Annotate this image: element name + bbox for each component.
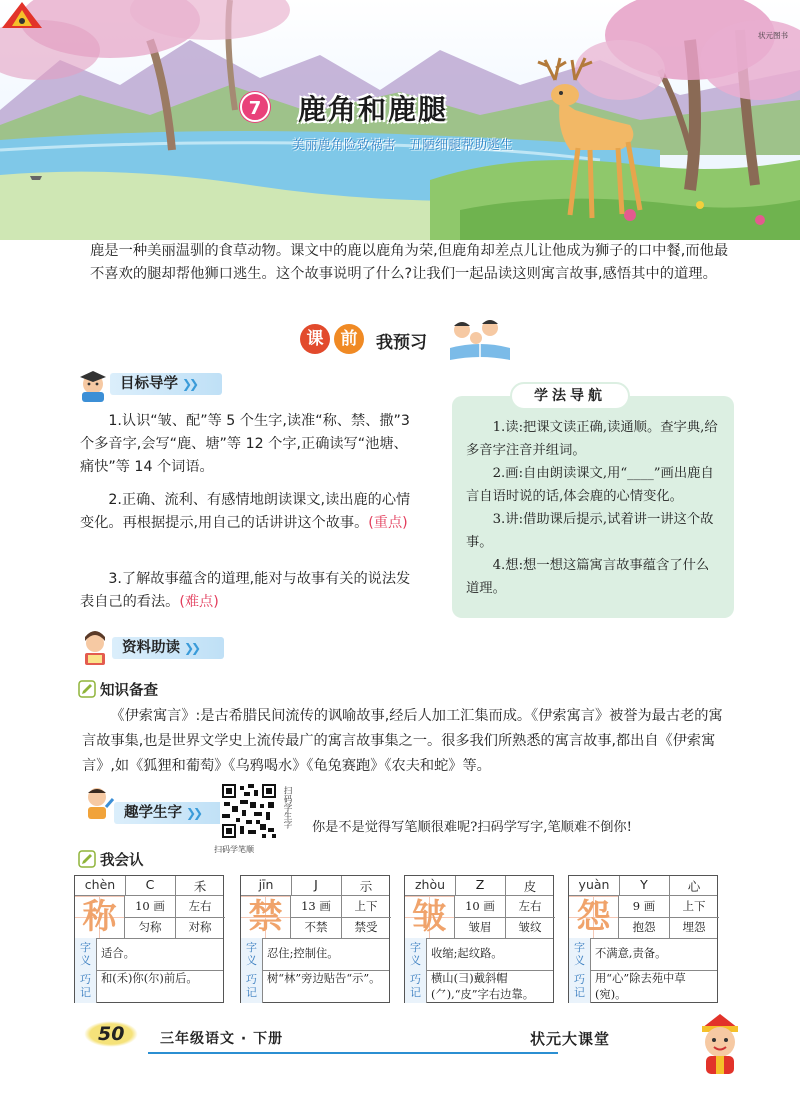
recognize-label: 我会认 — [100, 853, 144, 869]
char-tip: 横山(彐)戴斜帽(⺈),“皮”字右边靠。 — [431, 972, 535, 1001]
knowledge-label: 知识备查 — [100, 683, 158, 699]
char-meaning-label: 字义 — [75, 938, 97, 970]
char-tip-label: 巧记 — [569, 970, 591, 1003]
char-card-header — [241, 876, 389, 896]
char-index-letter: Y — [640, 877, 648, 892]
char-card — [240, 875, 390, 1003]
char-meaning: 收缩;起纹路。 — [431, 947, 503, 960]
graduate-boy-icon — [76, 368, 110, 402]
goal-item-1-text: 1.认识“皱、配”等 5 个生字,读准“称、禁、撒”3 个多音字,会写“鹿、塘”等 12 个字,正确读写“池塘、痛快”等 14 个词语。 — [80, 413, 410, 475]
char-strokes: 13 画 — [301, 899, 331, 913]
char-big: 禁 — [241, 896, 291, 938]
char-tip: 用“心”除去苑中草(宛)。 — [595, 972, 686, 1001]
method-guide-title: 学法导航 — [510, 382, 630, 410]
char-pinyin: jīn — [258, 877, 274, 892]
char-meaning-label: 字义 — [405, 938, 427, 970]
goals-heading-text: 目标导学 — [120, 376, 178, 392]
goal-item-3-text: 3.了解故事蕴含的道理,能对与故事有关的说法发表自己的看法。 — [80, 571, 411, 610]
preview-char-qian: 前 — [334, 324, 364, 354]
publisher-logo-icon — [0, 0, 44, 30]
lesson-subtitle: 美丽鹿角险致祸害 丑陋细腿帮助逃生 — [292, 137, 514, 152]
char-tip-label: 巧记 — [75, 970, 97, 1003]
char-word-1: 不禁 — [304, 920, 328, 934]
method-item-4: 4.想:想一想这篇寓言故事蕴含了什么道理。 — [466, 558, 710, 596]
mascot-icon — [690, 1010, 750, 1076]
char-word-2: 埋怨 — [682, 920, 706, 934]
grade-label: 三年级语文 · 下册 — [160, 1031, 284, 1047]
char-structure: 左右 — [188, 899, 212, 913]
goal-item-3 — [80, 568, 420, 614]
char-meaning-label: 字义 — [241, 938, 263, 970]
char-word-1: 抱怨 — [632, 920, 656, 934]
char-radical: 示 — [359, 879, 373, 894]
goal-item-1 — [80, 410, 420, 479]
series-label: 状元大课堂 — [530, 1030, 611, 1048]
footer-divider — [148, 1052, 558, 1054]
char-card-header — [405, 876, 553, 896]
char-meaning: 忍住;控制住。 — [267, 947, 339, 960]
page-number: 50 — [84, 1021, 138, 1047]
method-item-1: 1.读:把课文读正确,读通顺。查字典,给多音字注音并组词。 — [466, 420, 718, 458]
char-pinyin: zhòu — [414, 877, 446, 892]
char-strokes: 9 画 — [632, 899, 656, 913]
preview-char-ke: 课 — [300, 324, 330, 354]
char-word-1: 皱眉 — [468, 920, 492, 934]
qr-caption: 扫码学笔顺 — [214, 845, 254, 854]
method-guide-box — [452, 388, 734, 618]
reading-heading — [112, 637, 224, 659]
method-item-3: 3.讲:借助课后提示,试着讲一讲这个故事。 — [466, 512, 714, 550]
char-structure: 左右 — [518, 899, 542, 913]
char-pinyin: chèn — [84, 877, 116, 892]
char-index-letter: Z — [475, 877, 485, 892]
goal-item-2 — [80, 489, 420, 535]
char-big: 皱 — [405, 896, 455, 938]
char-meaning-label: 字义 — [569, 938, 591, 970]
reading-girl-icon — [78, 631, 112, 667]
char-card — [74, 875, 224, 1003]
char-card — [404, 875, 554, 1003]
lesson-intro: 鹿是一种美丽温驯的食草动物。课文中的鹿以鹿角为荣,但鹿角却差点儿让他成为狮子的口中餐,而他最不喜欢的腿却帮他狮口逃生。这个故事说明了什么?让我们一起品读这则寓言故事,感悟其中的道理。 — [90, 243, 729, 282]
page-footer — [60, 1018, 740, 1058]
char-radical: 禾 — [193, 879, 207, 894]
char-word-2: 禁受 — [354, 920, 378, 934]
pencil-icon — [78, 850, 96, 868]
fun-chars-heading — [114, 802, 226, 824]
char-structure: 上下 — [354, 899, 378, 913]
char-card-header — [75, 876, 223, 896]
char-strokes: 10 画 — [135, 899, 165, 913]
goal-item-2-text: 2.正确、流利、有感情地朗读课文,读出鹿的心情变化。再根据提示,用自己的话讲讲这个故事。 — [80, 492, 411, 531]
lesson-number-badge: 7 — [240, 92, 270, 122]
method-item-2: 2.画:自由朗读课文,用“____”画出鹿自言自语时说的话,体会鹿的心情变化。 — [466, 466, 714, 504]
publisher-logo-text: 状元图书 — [758, 31, 788, 40]
char-tip: 和(禾)你(尔)前后。 — [101, 972, 198, 985]
double-chevron-icon: ❯❯ — [182, 377, 197, 391]
goals-heading — [110, 373, 222, 395]
goal-item-3-tag: (难点) — [179, 594, 219, 610]
lesson-title: 鹿角和鹿腿 — [298, 93, 449, 126]
double-chevron-icon: ❯❯ — [184, 641, 199, 655]
char-index-letter: C — [145, 877, 155, 892]
goal-item-2-tag: (重点) — [368, 515, 408, 531]
fun-chars-prompt: 你是不是觉得写笔顺很难呢?扫码学写字,笔顺难不倒你! — [312, 820, 632, 835]
char-strokes: 10 画 — [465, 899, 495, 913]
reading-heading-text: 资料助读 — [122, 640, 180, 656]
pencil-icon — [78, 680, 96, 698]
char-word-1: 匀称 — [138, 920, 162, 934]
preview-header — [300, 322, 530, 362]
qr-side-label: 扫码学生字 — [282, 786, 292, 829]
char-meaning: 适合。 — [101, 947, 135, 960]
boy-writing-icon — [80, 785, 116, 821]
char-word-2: 对称 — [188, 920, 212, 934]
knowledge-text: 《伊索寓言》:是古希腊民间流传的讽喻故事,经后人加工汇集而成。《伊索寓言》被誉为最古老的寓言故事集,也是世界文学史上流传最广的寓言故事集之一。很多我们所熟悉的寓言故事,都出自《伊索寓言》,如《狐狸和葡萄》《乌鸦喝水》《龟兔赛跑》《农夫和蛇》等。 — [82, 708, 723, 774]
char-index-letter: J — [314, 877, 318, 892]
char-tip: 树“林”旁边贴告“示”。 — [267, 972, 381, 985]
char-big: 怨 — [569, 896, 619, 938]
char-tip-label: 巧记 — [241, 970, 263, 1003]
char-radical: 心 — [687, 879, 701, 894]
family-reading-icon — [440, 318, 520, 362]
char-card-header — [569, 876, 717, 896]
preview-text: 我预习 — [376, 333, 427, 353]
char-meaning: 不满意,责备。 — [595, 947, 667, 960]
char-pinyin: yuàn — [578, 877, 610, 892]
qr-code-icon[interactable] — [220, 782, 278, 840]
char-tip-label: 巧记 — [405, 970, 427, 1003]
char-big: 称 — [75, 896, 125, 938]
char-word-2: 皱纹 — [518, 920, 542, 934]
char-radical: 皮 — [523, 879, 537, 894]
char-structure: 上下 — [682, 899, 706, 913]
lesson-banner — [0, 0, 800, 240]
fun-chars-heading-text: 趣学生字 — [124, 805, 182, 821]
char-card — [568, 875, 718, 1003]
double-chevron-icon: ❯❯ — [186, 806, 201, 820]
